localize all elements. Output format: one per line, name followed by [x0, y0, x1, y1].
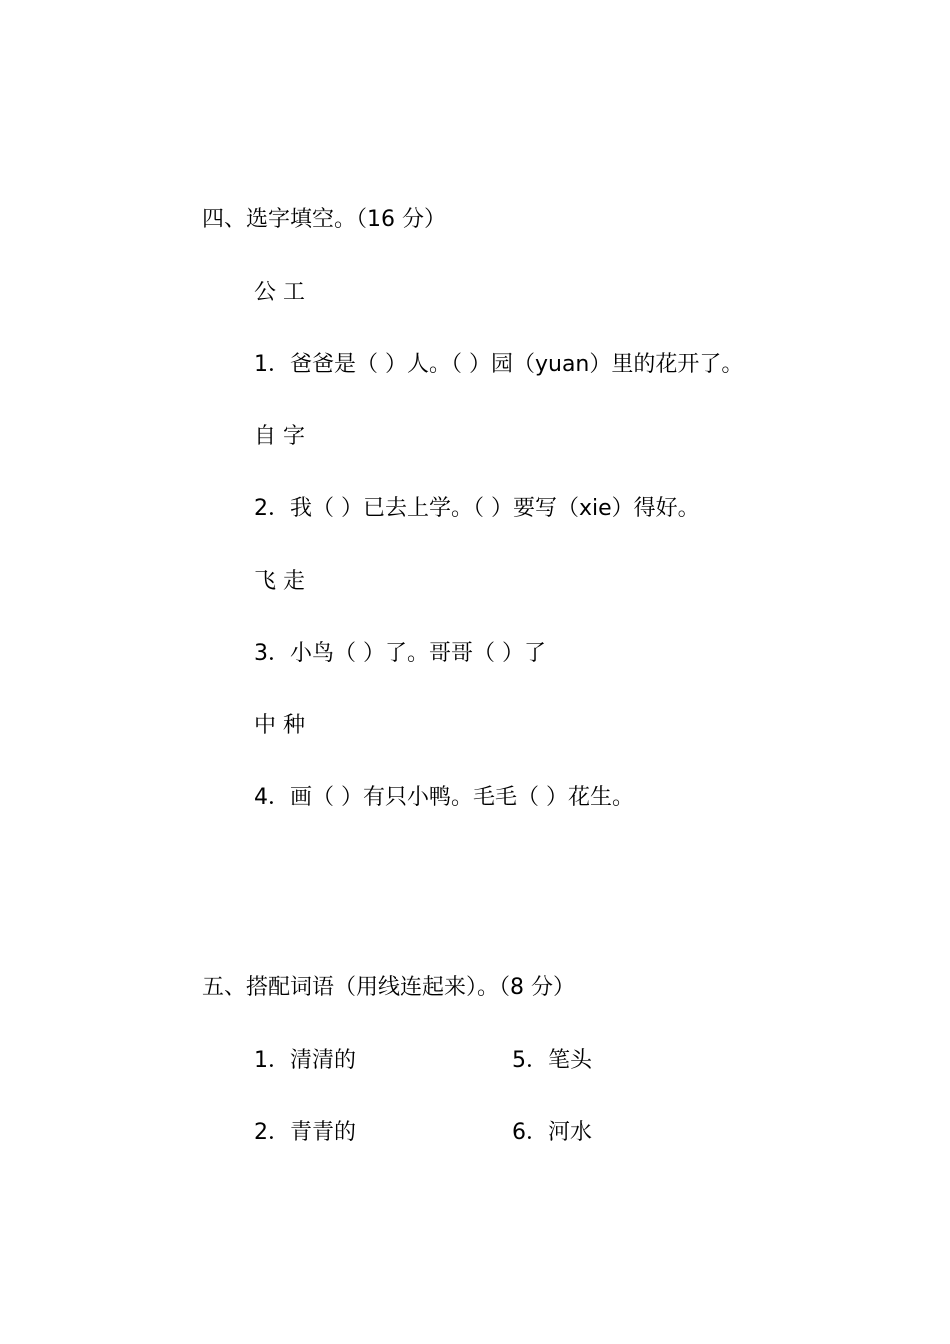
choices-group-1: 公 工: [254, 280, 305, 305]
choices-group-4: 中 种: [254, 713, 305, 738]
left-item-2: 2．青青的: [254, 1120, 356, 1145]
choices-group-3: 飞 走: [254, 569, 305, 594]
sentence-1: 1．爸爸是（ ）人。（ ）园（yuan）里的花开了。: [254, 352, 744, 377]
right-item-6: 6．河水: [512, 1120, 592, 1145]
sentence-3: 3．小鸟（ ）了。哥哥（ ）了: [254, 641, 546, 666]
right-item-5: 5．笔头: [512, 1048, 592, 1073]
section-4-title: 四、选字填空。（16 分）: [202, 207, 446, 232]
sentence-4: 4．画（ ）有只小鸭。毛毛（ ）花生。: [254, 785, 634, 810]
sentence-2: 2．我（ ）已去上学。（ ）要写（xie）得好。: [254, 496, 700, 521]
section-5-title: 五、搭配词语（用线连起来）。（8 分）: [202, 975, 575, 1000]
left-item-1: 1．清清的: [254, 1048, 356, 1073]
choices-group-2: 自 字: [254, 424, 305, 449]
